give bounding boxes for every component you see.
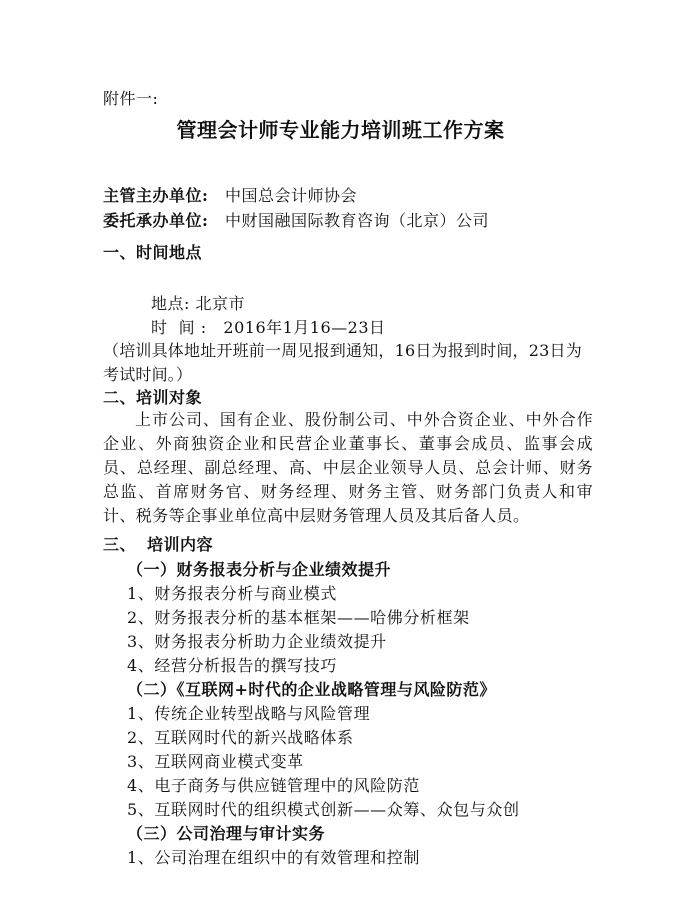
subsection-1-heading: （一）财务报表分析与企业绩效提升 [127, 560, 392, 579]
list-item: 1、财务报表分析与商业模式 [127, 584, 337, 603]
list-item: 4、经营分析报告的撰写技巧 [127, 656, 337, 675]
document-title: 管理会计师专业能力培训班工作方案 [176, 118, 505, 142]
undertaker-label: 委托承办单位: [103, 211, 209, 230]
list-item: 2、财务报表分析的基本框架——哈佛分析框架 [127, 608, 470, 627]
training-note: （培训具体地址开班前一周见报到通知，16日为报到时间，23日为考试时间。） [103, 341, 582, 384]
host-value: 中国总会计师协会 [225, 186, 358, 205]
host-label: 主管主办单位: [103, 186, 209, 205]
list-item: 1、公司治理在组织中的有效管理和控制 [127, 848, 420, 867]
list-item: 3、财务报表分析助力企业绩效提升 [127, 632, 387, 651]
subsection-3-heading: （三）公司治理与审计实务 [127, 824, 326, 843]
list-item: 4、电子商务与供应链管理中的风险防范 [127, 776, 420, 795]
undertaker-value: 中财国融国际教育咨询（北京）公司 [225, 211, 490, 230]
time-line: 时 间 : 2016年1月16—23日 [151, 318, 386, 337]
section-target-heading: 二、培训对象 [103, 388, 203, 407]
section-time-location-heading: 一、时间地点 [103, 243, 203, 262]
list-item: 5、互联网时代的组织模式创新——众筹、众包与众创 [127, 800, 520, 819]
list-item: 3、互联网商业模式变革 [127, 752, 304, 771]
target-description: 上市公司、国有企业、股份制公司、中外合资企业、中外合作企业、外商独资企业和民营企业董事长、董事会成员、监事会成员、总经理、副总经理、高、中层企业领导人员、总会计师、财务总监、首席财务官、财务经理、财务主管、财务部门负责人和审计、税务等企事业单位高中层财务管理人员及其后备人员。 [103, 410, 593, 525]
list-item: 2、互联网时代的新兴战略体系 [127, 728, 354, 747]
list-item: 1、传统企业转型战略与风险管理 [127, 704, 371, 723]
section-content-number: 三、 [103, 535, 137, 554]
section-content-heading: 培训内容 [147, 535, 214, 554]
location-line: 地点: 北京市 [151, 294, 245, 313]
attachment-label: 附件一: [103, 89, 159, 108]
subsection-2-heading: （二）《互联网+时代的企业战略管理与风险防范》 [127, 680, 496, 699]
